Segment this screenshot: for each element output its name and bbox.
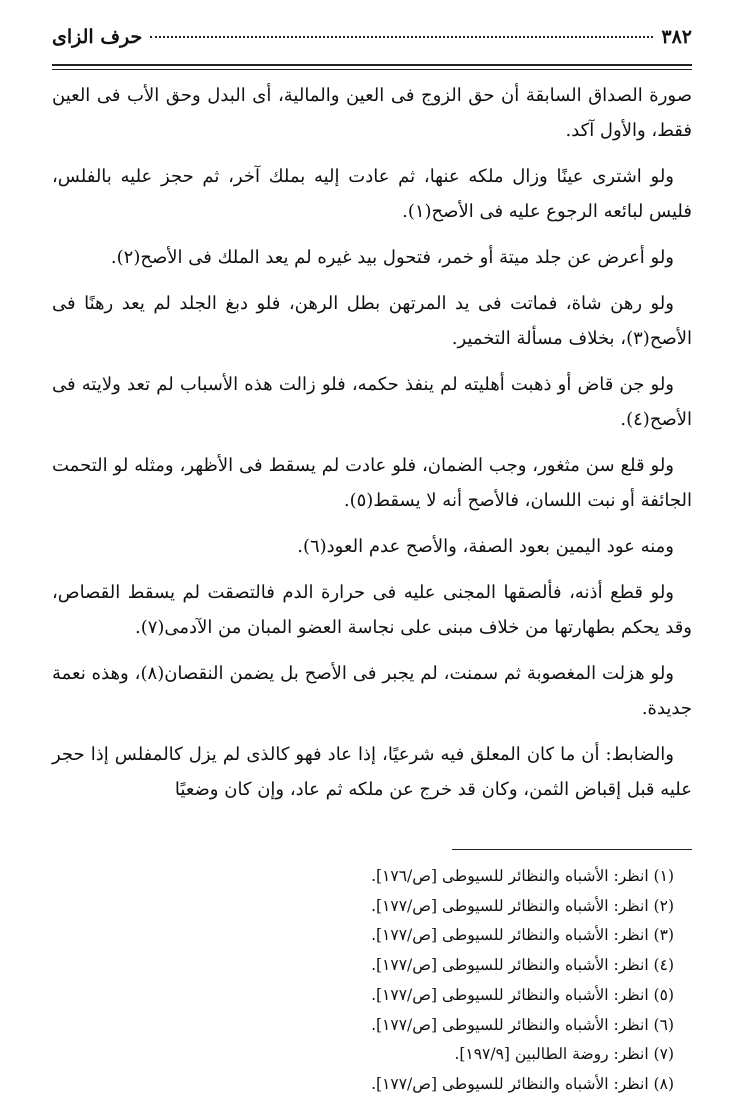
running-title: حرف الزاى	[52, 26, 143, 48]
footnotes	[52, 862, 692, 1100]
body-text	[52, 78, 692, 807]
dotted-leader	[150, 36, 653, 38]
paragraph: ولو هزلت المغصوبة ثم سمنت، لم يجبر فى الأصح بل يضمن النقصان(٨)، وهذه نعمة جديدة.	[52, 663, 692, 719]
footnote: (٧) انظر: روضة الطالبين [١٩٧/٩].	[454, 1045, 674, 1064]
book-page	[52, 26, 692, 1100]
paragraph: ولو اشترى عينًا وزال ملكه عنها، ثم عادت إليه بملك آخر، ثم حجز عليه بالفلس، فليس لبائعه الرجوع عليه فى الأصح(١).	[52, 166, 692, 222]
paragraph: ولو أعرض عن جلد ميتة أو خمر، فتحول بيد غيره لم يعد الملك فى الأصح(٢).	[110, 247, 674, 268]
footnote: (٣) انظر: الأشباه والنظائر للسيوطى [ص/١٧٧].	[371, 926, 674, 945]
page-number: ٣٨٢	[661, 26, 692, 48]
paragraph: ولو جن قاض أو ذهبت أهليته لم ينفذ حكمه، فلو زالت هذه الأسباب لم تعد ولايته فى الأصح(٤).	[52, 374, 692, 430]
paragraph: صورة الصداق السابقة أن حق الزوج فى العين والمالية، أى البدل وحق الأب فى العين فقط، والأول آكد.	[52, 85, 692, 141]
page-header	[52, 26, 692, 60]
footnote: (٢) انظر: الأشباه والنظائر للسيوطى [ص/١٧٧].	[371, 896, 674, 915]
paragraph: ولو قلع سن مثغور، وجب الضمان، فلو عادت لم يسقط فى الأظهر، ومثله لو التحمت الجائفة أو نبت اللسان، فالأصح أنه لا يسقط(٥).	[52, 455, 692, 511]
paragraph: والضابط: أن ما كان المعلق فيه شرعيًا، إذا عاد فهو كالذى لم يزل كالمفلس إذا حجر عليه قبل إقباض الثمن، وكان قد خرج عن ملكه ثم عاد، وإن كان وضعيًا	[52, 744, 692, 800]
paragraph: ولو رهن شاة، فماتت فى يد المرتهن بطل الرهن، فلو دبغ الجلد لم يعد رهنًا فى الأصح(٣)، بخلاف مسألة التخمير.	[52, 293, 692, 349]
paragraph: ومنه عود اليمين بعود الصفة، والأصح عدم العود(٦).	[297, 536, 674, 557]
paragraph: ولو قطع أذنه، فألصقها المجنى عليه فى حرارة الدم فالتصقت لم يسقط القصاص، وقد يحكم بطهارتها من خلاف مبنى على نجاسة العضو المبان من الآدمى(٧).	[52, 582, 692, 638]
footnote: (٤) انظر: الأشباه والنظائر للسيوطى [ص/١٧٧].	[371, 956, 674, 975]
footnote: (٥) انظر: الأشباه والنظائر للسيوطى [ص/١٧٧].	[371, 985, 674, 1004]
footnote: (١) انظر: الأشباه والنظائر للسيوطى [ص/١٧٦].	[371, 867, 674, 885]
footnote: (٨) انظر: الأشباه والنظائر للسيوطى [ص/١٧٧].	[371, 1074, 674, 1093]
footnote-separator	[452, 849, 692, 850]
header-rule	[52, 64, 692, 70]
footnote: (٦) انظر: الأشباه والنظائر للسيوطى [ص/١٧٧].	[371, 1015, 674, 1034]
